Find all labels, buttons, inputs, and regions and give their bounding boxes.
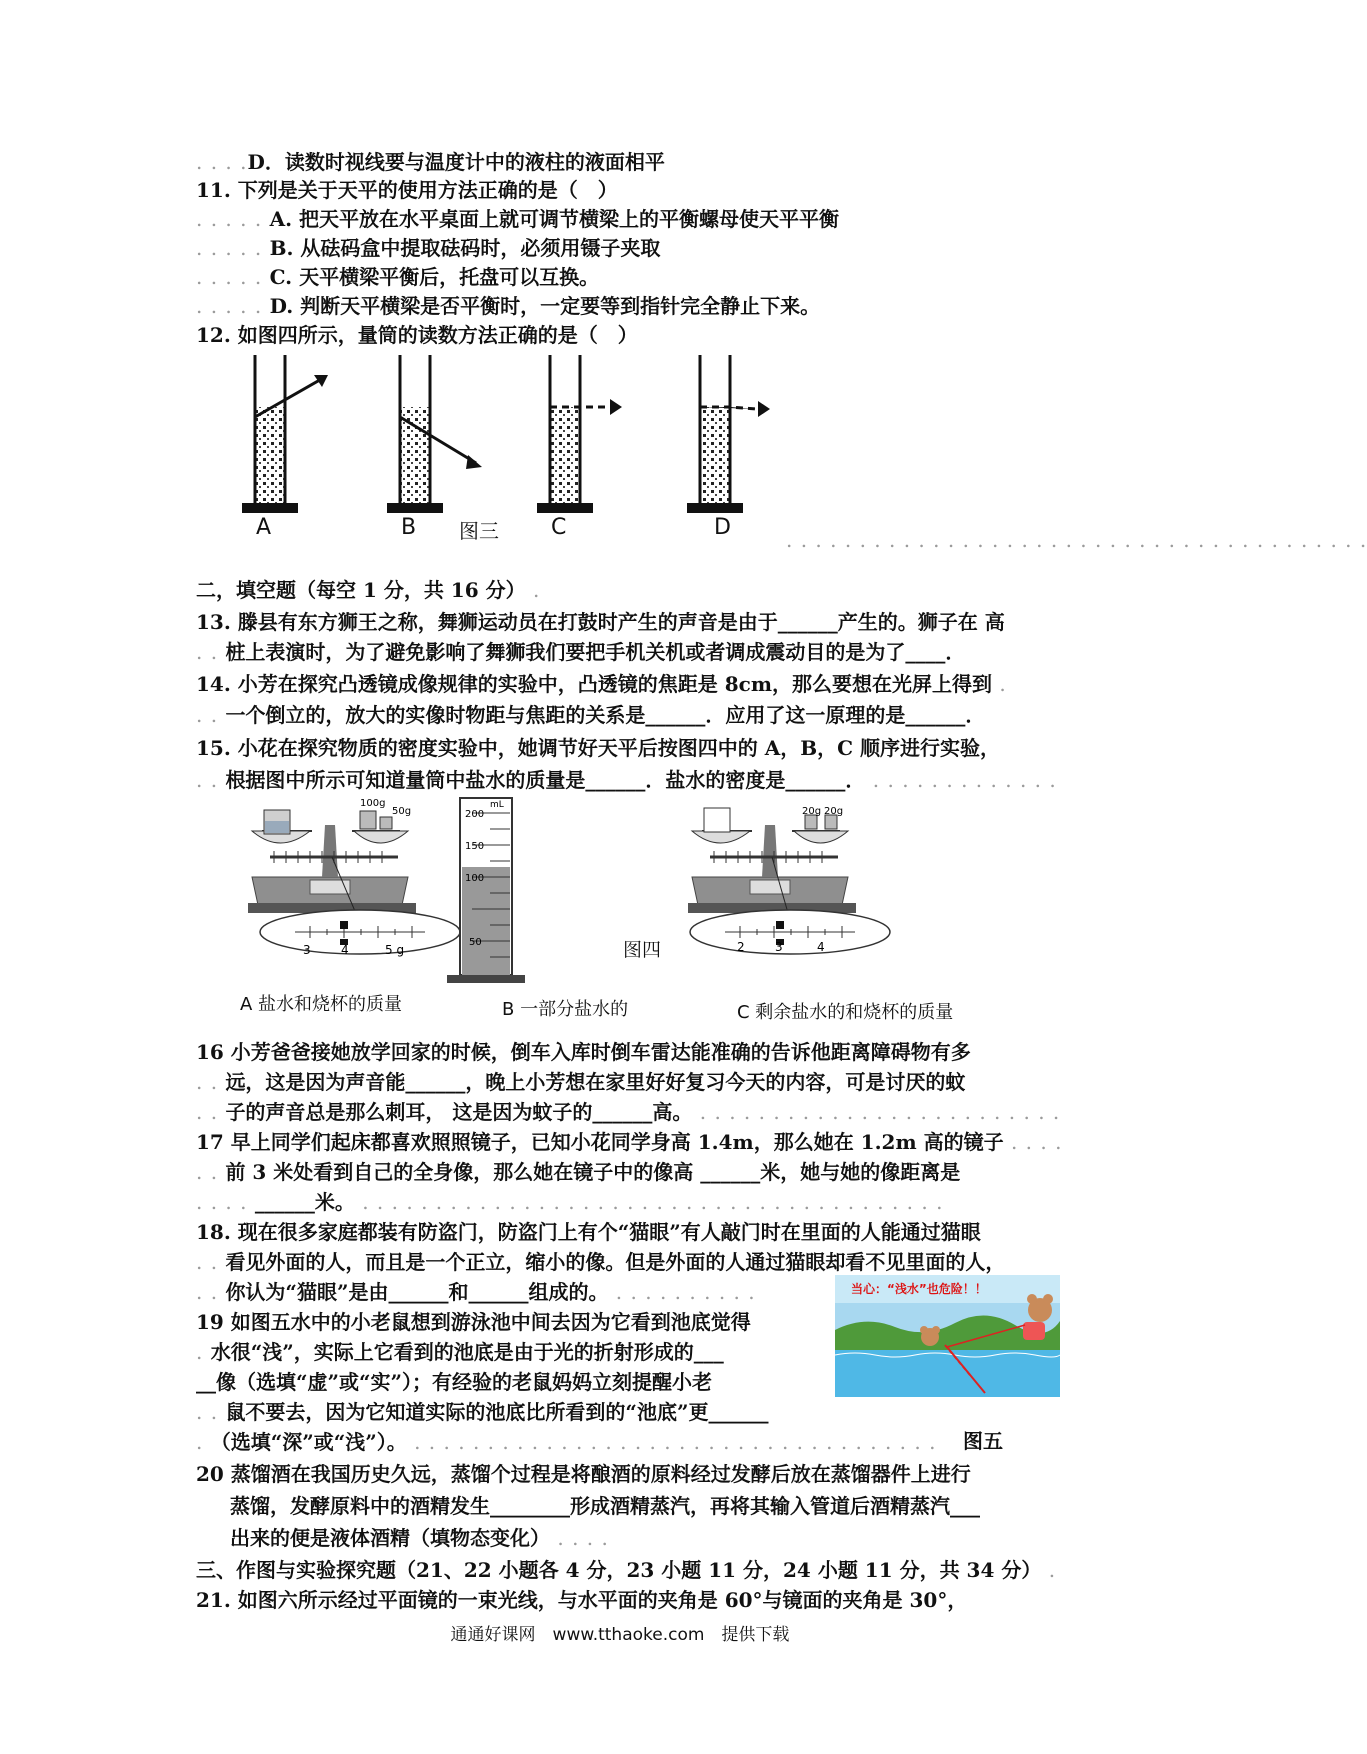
fig4-caption-a: A 盐水和烧杯的质量 [240, 994, 403, 1015]
question-18-line-2: 看见外面的人，而且是一个正立，缩小的像。但是外面的人通过猫眼却看不见里面的人， [225, 1250, 1006, 1274]
cylinder-tick-200: 200 [465, 809, 485, 820]
q11-option-a: A. 把天平放在水平桌面上就可调节横梁上的平衡螺母使天平平衡 [269, 207, 840, 231]
question-14-line-1: 14. 小芳在探究凸透镜成像规律的实验中，凸透镜的焦距是 8cm，那么要想在光屏上得到 [196, 672, 992, 696]
fig3-label-a: A [256, 515, 272, 540]
fig5-caption: 图五 [963, 1429, 1003, 1453]
section-3-title: 三、作图与实验探究题（21、22 小题各 4 分，23 小题 11 分，24 小题 11 分，共 34 分） [196, 1558, 1042, 1582]
cylinder-tick-150: 150 [465, 841, 485, 852]
question-17-line-3: ______米。 [254, 1190, 355, 1214]
weight-a-50g: 50g [392, 806, 412, 817]
question-18-line-1: 18. 现在很多家庭都装有防盗门，防盗门上有个“猫眼”有人敲门时在里面的人能通过猫眼 [196, 1220, 981, 1244]
page-footer: 通通好课网 www.tthaoke.com 提供下载 [450, 1625, 790, 1645]
cylinder-b [387, 355, 482, 513]
q11-option-d: D. 判断天平横梁是否平衡时，一定要等到指针完全静止下来。 [269, 294, 821, 318]
question-17-line-1: 17 早上同学们起床都喜欢照照镜子，已知小花同学身高 1.4m，那么她在 1.2m 高的镜子 [196, 1130, 1004, 1154]
question-19-line-5: （选填“深”或“浅”）。 [210, 1430, 407, 1454]
question-18-line-3: 你认为“猫眼”是由______和______组成的。 [225, 1280, 609, 1304]
cylinder-b-saltwater [447, 798, 525, 983]
balance-a [248, 810, 460, 954]
cylinder-c [537, 355, 622, 513]
q11-option-b: B. 从砝码盒中提取砝码时，必须用镊子夹取 [269, 236, 661, 260]
cylinder-unit: mL [490, 800, 504, 810]
scale-c-2: 2 [737, 940, 745, 954]
scale-c-3: 3 [775, 940, 783, 954]
weight-c-20g-2: 20g [824, 806, 844, 817]
question-17-line-2: 前 3 米处看到自己的全身像，那么她在镜子中的像高 ______米，她与她的像距离是 [225, 1160, 961, 1184]
question-20-line-2: 蒸馏，发酵原料中的酒精发生________形成酒精蒸汽，再将其输入管道后酒精蒸汽___ [230, 1494, 980, 1518]
fig3-label-c: C [551, 515, 567, 540]
cylinder-d [687, 355, 770, 513]
question-15-line-2: 根据图中所示可知道量筒中盐水的质量是______．盐水的密度是______． [225, 768, 866, 792]
question-15-line-1: 15. 小花在探究物质的密度实验中，她调节好天平后按图四中的 A，B，C 顺序进行实验， [196, 736, 1001, 760]
weight-c-20g-1: 20g [802, 806, 822, 817]
question-20-line-1: 20 蒸馏酒在我国历史久远，蒸馏个过程是将酿酒的原料经过发酵后放在蒸馏器件上进行 [196, 1462, 971, 1486]
balance-c [688, 808, 890, 954]
question-19-line-1: 19 如图五水中的小老鼠想到游泳池中间去因为它看到池底觉得 [196, 1310, 751, 1334]
figure-3-cylinders [230, 345, 790, 545]
question-20-line-3: 出来的便是液体酒精（填物态变化） [230, 1526, 550, 1550]
question-13-line-1: 13. 滕县有东方狮王之称，舞狮运动员在打鼓时产生的声音是由于______产生的。狮子在 高 [196, 610, 1005, 634]
fig4-caption-b: B 一部分盐水的 [502, 999, 629, 1020]
fig3-label-d: D [714, 515, 731, 540]
cylinder-a [242, 355, 328, 513]
q11-option-c: C. 天平横梁平衡后，托盘可以互换。 [269, 265, 600, 289]
figure-5-mouse-pool [835, 1275, 1060, 1397]
scale-c-4: 4 [817, 940, 825, 954]
question-12: 12. 如图四所示，量筒的读数方法正确的是（ ） [196, 323, 638, 347]
question-14-line-2: 一个倒立的，放大的实像时物距与焦距的关系是______．应用了这一原理的是______． [225, 703, 986, 727]
fig3-label-b: B [401, 515, 417, 540]
question-13-line-2: 桩上表演时，为了避免影响了舞狮我们要把手机关机或者调成震动目的是为了____． [225, 640, 966, 664]
line-option-d-thermometer: D．读数时视线要与温度计中的液柱的液面相平 [247, 150, 665, 174]
scale-a-5g: 5 g [385, 943, 405, 957]
question-19-line-2: 水很“浅”，实际上它看到的池底是由于光的折射形成的___ [210, 1340, 724, 1364]
fig4-caption: 图四 [623, 939, 662, 961]
question-11: 11. 下列是关于天平的使用方法正确的是（ ） [196, 178, 618, 202]
cylinder-tick-50: 50 [469, 937, 482, 948]
question-16-line-2: 远，这是因为声音能______，晚上小芳想在家里好好复习今天的内容，可是讨厌的蚊 [225, 1070, 966, 1094]
fig5-banner: 当心：“浅水”也危险！！ [851, 1282, 987, 1296]
scale-a-3: 3 [303, 943, 311, 957]
question-16-line-1: 16 小芳爸爸接她放学回家的时候，倒车入库时倒车雷达能准确的告诉他距离障碍物有多 [196, 1040, 971, 1064]
question-21-line-1: 21. 如图六所示经过平面镜的一束光线，与水平面的夹角是 60°与镜面的夹角是 30°， [196, 1588, 968, 1612]
cylinder-tick-100: 100 [465, 873, 485, 884]
fig4-caption-c: C 剩余盐水的和烧杯的质量 [737, 1002, 954, 1023]
weight-a-100g: 100g [360, 798, 386, 809]
scale-a-4: 4 [341, 943, 349, 957]
question-19-line-4: 鼠不要去，因为它知道实际的池底比所看到的“池底”更______ [225, 1400, 769, 1424]
question-16-line-3: 子的声音总是那么刺耳， 这是因为蚊子的______高。 [225, 1100, 693, 1124]
fig3-caption: 图三 [459, 519, 499, 543]
question-19-line-3: __像（选填“虚”或“实”）；有经验的老鼠妈妈立刻提醒小老 [196, 1370, 713, 1394]
section-2-title: 二，填空题（每空 1 分，共 16 分） [196, 578, 526, 602]
figure-4-density-experiment [240, 795, 1040, 1000]
